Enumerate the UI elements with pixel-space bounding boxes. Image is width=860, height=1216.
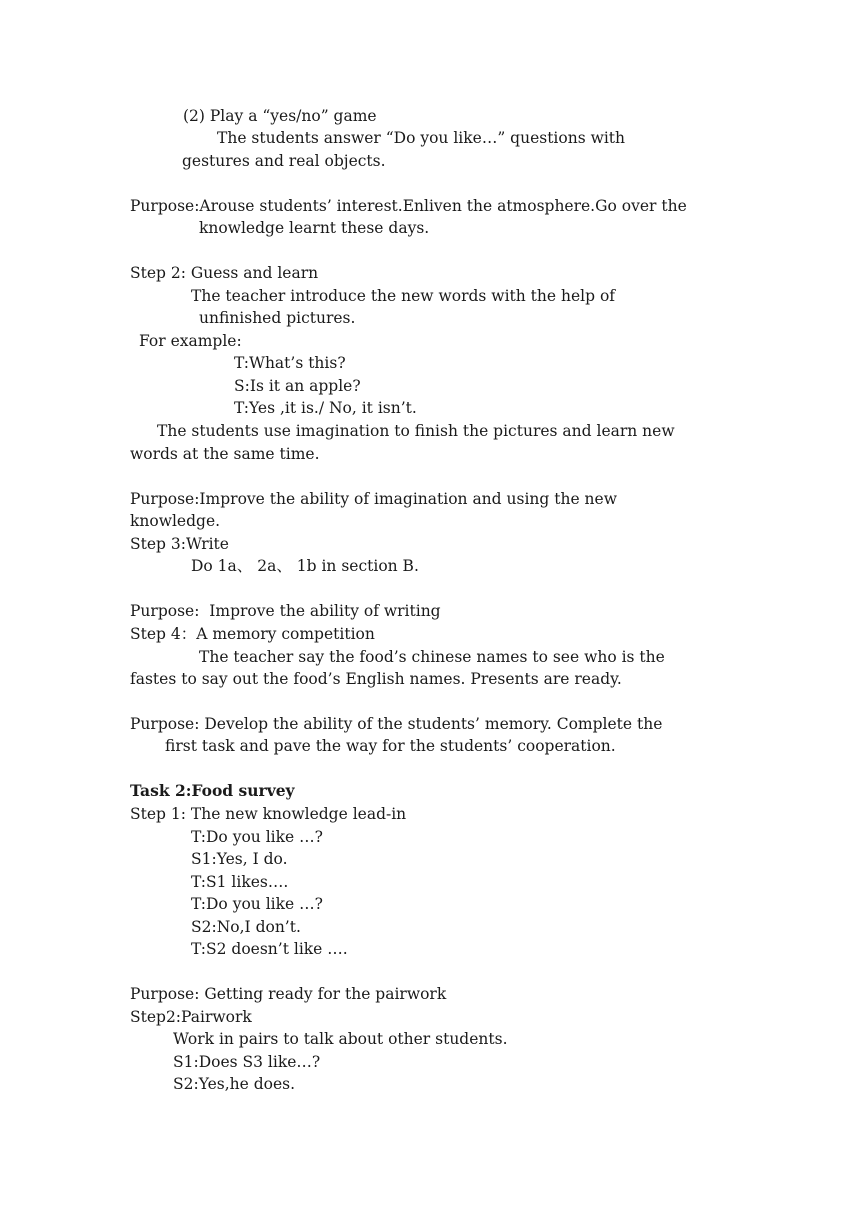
dialogue-line: T:Do you like …? xyxy=(191,828,323,846)
purpose-line: Purpose: Improve the ability of writing xyxy=(130,602,441,620)
paragraph-line: The students answer “Do you like…” questions with xyxy=(217,129,626,147)
dialogue-line: T:What’s this? xyxy=(234,354,346,372)
dialogue-line: S2:Yes,he does. xyxy=(173,1075,296,1093)
step-heading: Step 3:Write xyxy=(130,535,229,553)
paragraph-line: Work in pairs to talk about other students. xyxy=(173,1030,508,1048)
purpose-line: Purpose: Getting ready for the pairwork xyxy=(130,985,447,1003)
paragraph-line: The teacher say the food’s chinese names to see who is the xyxy=(199,648,665,666)
dialogue-line: T:Yes ,it is./ No, it isn’t. xyxy=(234,399,417,417)
paragraph-line: fastes to say out the food’s English names. Presents are ready. xyxy=(130,670,622,688)
dialogue-line: S1:Does S3 like…? xyxy=(173,1053,321,1071)
purpose-line: knowledge learnt these days. xyxy=(199,219,430,237)
dialogue-line: T:Do you like …? xyxy=(191,895,323,913)
task-heading: Task 2:Food survey xyxy=(130,781,295,800)
paragraph-line: The students use imagination to finish the pictures and learn new xyxy=(157,422,675,440)
paragraph-line: Do 1a、 2a、 1b in section B. xyxy=(191,557,419,575)
dialogue-line: T:S2 doesn’t like …. xyxy=(191,940,348,958)
paragraph-line: unfinished pictures. xyxy=(199,309,356,327)
paragraph-line: The teacher introduce the new words with the help of xyxy=(191,287,616,305)
purpose-line: Purpose:Improve the ability of imagination and using the new xyxy=(130,490,617,508)
step-heading: Step 1: The new knowledge lead-in xyxy=(130,805,407,823)
game-heading: (2) Play a “yes/no” game xyxy=(183,107,377,125)
purpose-line: knowledge. xyxy=(130,512,221,530)
purpose-line: Purpose:Arouse students’ interest.Enliven the atmosphere.Go over the xyxy=(130,197,687,215)
dialogue-line: S1:Yes, I do. xyxy=(191,850,288,868)
step-heading: Step 2: Guess and learn xyxy=(130,264,319,282)
step-heading: Step 4：A memory competition xyxy=(130,625,375,643)
paragraph-line: words at the same time. xyxy=(130,445,320,463)
example-label: For example: xyxy=(139,332,242,350)
dialogue-line: S:Is it an apple? xyxy=(234,377,361,395)
step-heading: Step2:Pairwork xyxy=(130,1008,252,1026)
purpose-line: Purpose: Develop the ability of the students’ memory. Complete the xyxy=(130,715,663,733)
purpose-line: first task and pave the way for the students’ cooperation. xyxy=(165,737,616,755)
dialogue-line: S2:No,I don’t. xyxy=(191,918,301,936)
dialogue-line: T:S1 likes…. xyxy=(191,873,289,891)
paragraph-line: gestures and real objects. xyxy=(182,152,386,170)
